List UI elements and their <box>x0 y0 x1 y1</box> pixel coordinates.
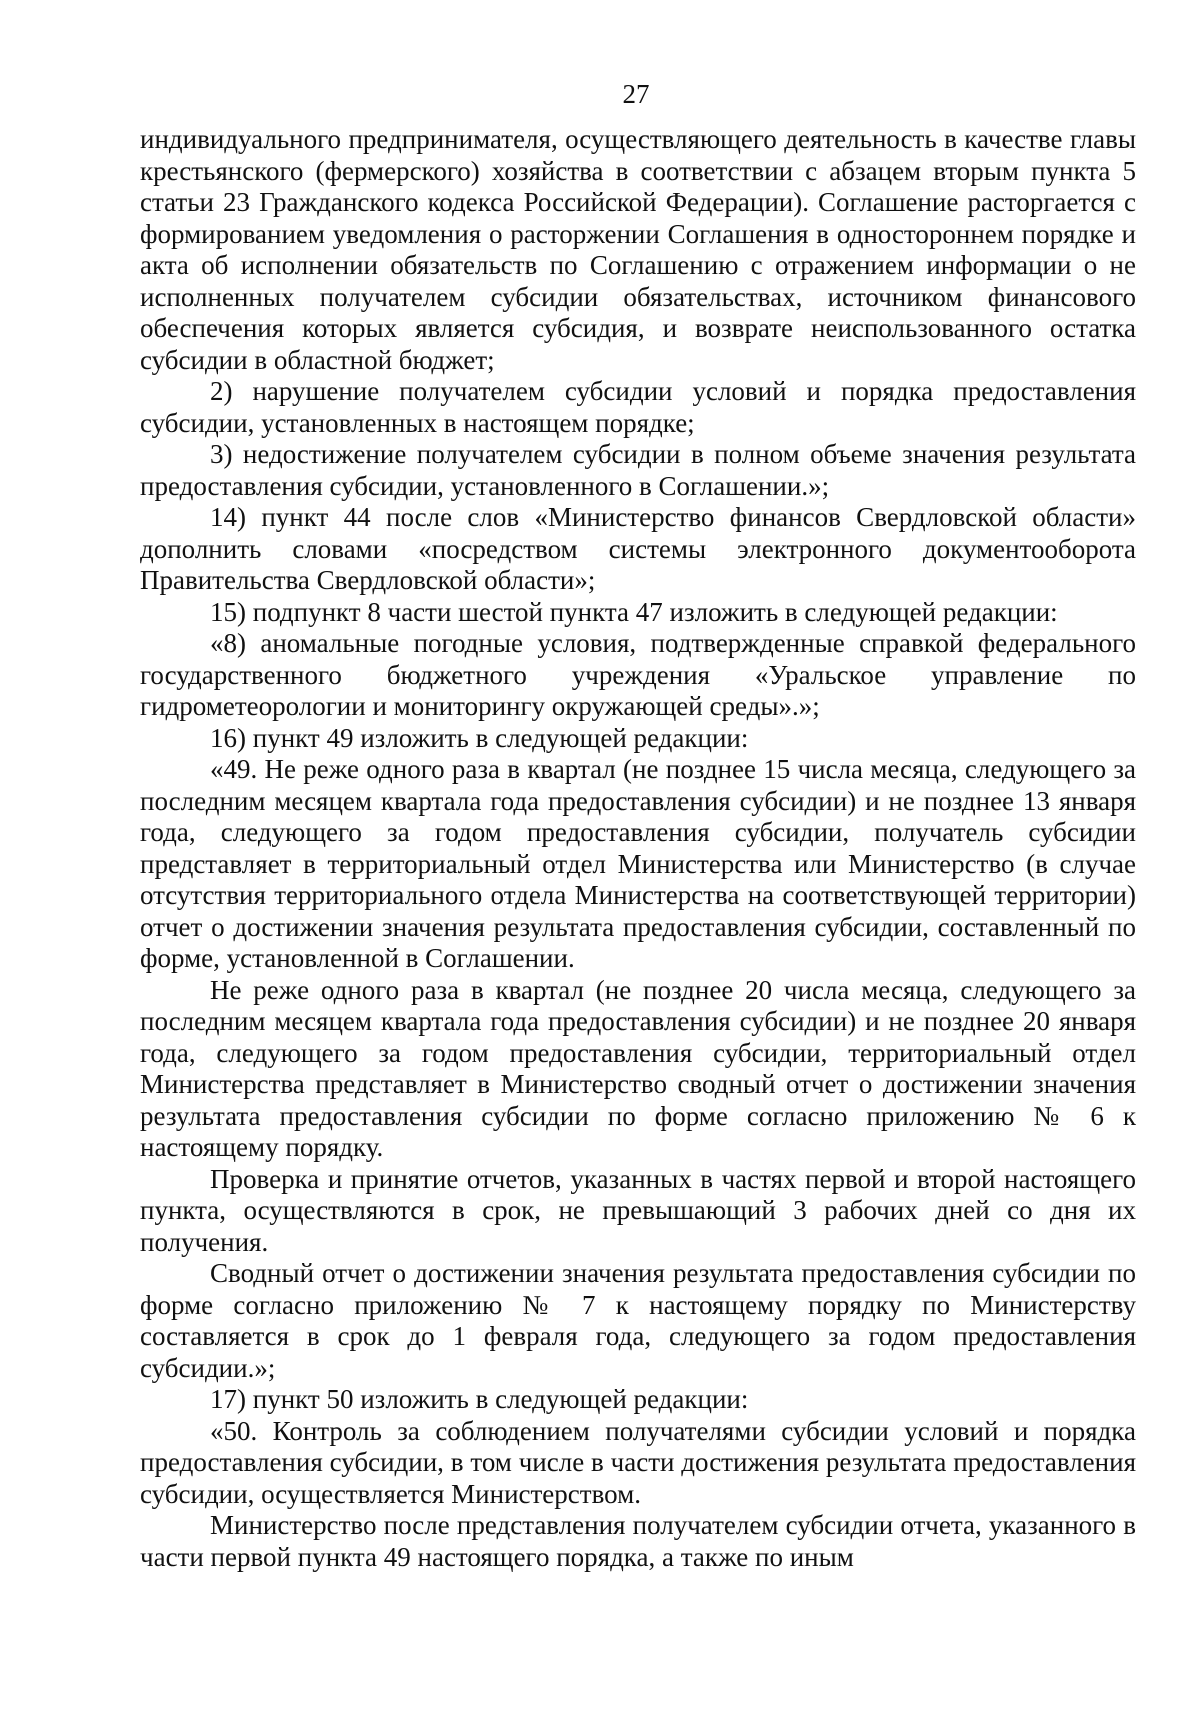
paragraph-item-3: 3) недостижение получателем субсидии в полном объеме значения результата предоставления субсидии, установленного в Соглашении.»; <box>140 439 1136 501</box>
paragraph-item-2: 2) нарушение получателем субсидии условий и порядка предоставления субсидии, установленных в настоящем порядке; <box>140 376 1136 438</box>
paragraph-continuation: индивидуального предпринимателя, осуществляющего деятельность в качестве главы крестьянского (фермерского) хозяйства в соответствии с абзацем вторым пункта 5 статьи 23 Гражданского кодекса Российской Федерации). Соглашение расторгается с формированием уведомления о расторжении Соглашения в одностороннем порядке и акта об исполнении обязательств по Соглашению с отражением информации о не исполненных получателем субсидии обязательствах, источником финансового обеспечения которых является субсидия, и возврате неиспользованного остатка субсидии в областной бюджет; <box>140 124 1136 375</box>
paragraph-item-17: 17) пункт 50 изложить в следующей редакции: <box>210 1384 749 1414</box>
paragraph-point-49-part-3: Проверка и принятие отчетов, указанных в частях первой и второй настоящего пункта, осуществляются в срок, не превышающий 3 рабочих дней со дня их получения. <box>140 1163 1136 1257</box>
paragraph-point-50: «50. Контроль за соблюдением получателями субсидии условий и порядка предоставления субсидии, в том числе в части достижения результата предоставления субсидии, осуществляется Министерством. <box>140 1415 1136 1509</box>
paragraph-quote-8: «8) аномальные погодные условия, подтвержденные справкой федерального государственного бюджетного учреждения «Уральское управление по гидрометеорологии и мониторингу окружающей среды».»; <box>140 628 1136 721</box>
paragraph-item-16: 16) пункт 49 изложить в следующей редакции: <box>210 722 749 753</box>
paragraph-point-50-part-2: Министерство после представления получателем субсидии отчета, указанного в части первой пункта 49 настоящего порядка, а также по иным <box>140 1510 1136 1572</box>
paragraph-point-49-part-2: Не реже одного раза в квартал (не позднее 20 числа месяца, следующего за последним месяцем квартала года предоставления субсидии) и не позднее 20 января года, следующего за годом предоставления субсидии, территориальный отдел Министерства представляет в Министерство сводный отчет о достижении значения результата предоставления субсидии по форме согласно приложению № 6 к настоящему порядку. <box>140 974 1136 1162</box>
paragraph-point-49-part-4: Сводный отчет о достижении значения результата предоставления субсидии по форме согласно приложению № 7 к настоящему порядку по Министерству составляется в срок до 1 февраля года, следующего за годом предоставления субсидии.»; <box>140 1258 1136 1383</box>
paragraph-item-15: 15) подпункт 8 части шестой пункта 47 изложить в следующей редакции: <box>210 596 1058 627</box>
page-number: 27 <box>622 79 650 109</box>
paragraph-point-49: «49. Не реже одного раза в квартал (не позднее 15 числа месяца, следующего за последним месяцем квартала года предоставления субсидии) и не позднее 13 января года, следующего за годом предоставления субсидии, получатель субсидии представляет в территориальный отдел Министерства или Министерство (в случае отсутствия территориального отдела Министерства на соответствующей территории) отчет о достижении значения результата предоставления субсидии, составленный по форме, установленной в Соглашении. <box>140 754 1136 973</box>
document-body <box>140 124 1136 1573</box>
paragraph-item-14: 14) пункт 44 после слов «Министерство финансов Свердловской области» дополнить словами «посредством системы электронного документооборота Правительства Свердловской области»; <box>140 502 1136 595</box>
